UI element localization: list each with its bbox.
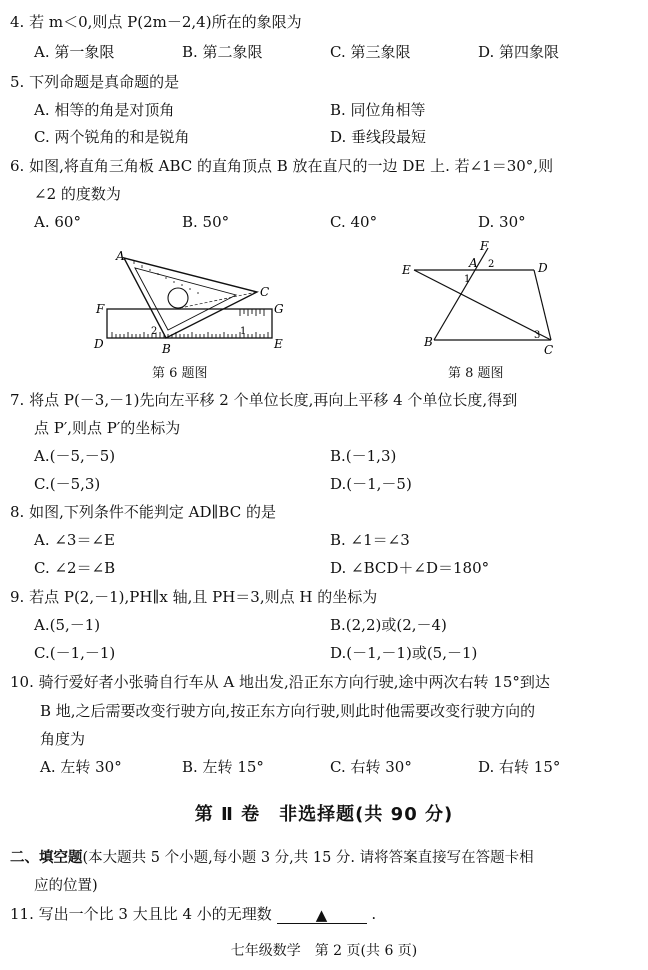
- q4-option-a: A. 第一象限: [34, 43, 115, 61]
- q4-option-b: B. 第二象限: [182, 43, 263, 61]
- q7-option-a: A.(－5,－5): [34, 447, 116, 465]
- triangle-ticks: [134, 261, 198, 294]
- q6-stem-line1: 6. 如图,将直角三角板 ABC 的直角顶点 B 放在直尺的一边 DE 上. 若∠1＝30°,则: [10, 157, 554, 175]
- fill-section-label: 二、填空题: [10, 850, 83, 866]
- fig6-label-b: B: [162, 342, 171, 356]
- fig6-angle-1: 1: [240, 326, 247, 337]
- q11-end: .: [371, 905, 377, 923]
- fill-section-header: [10, 848, 534, 868]
- q7-option-d: D.(－1,－5): [330, 475, 412, 493]
- q11-answer-blank[interactable]: [277, 905, 367, 924]
- fig6-label-e: E: [274, 337, 283, 351]
- q9-option-a: A.(5,－1): [34, 616, 101, 634]
- q6-option-a: A. 60°: [34, 213, 81, 231]
- fig8-angle-1: 1: [464, 274, 471, 285]
- fig8-label-f: F: [480, 239, 489, 253]
- q7-option-b: B.(－1,3): [330, 447, 397, 465]
- q8-stem: 8. 如图,下列条件不能判定 AD∥BC 的是: [10, 503, 276, 521]
- q10-stem-line3: 角度为: [40, 730, 86, 748]
- fig8-label-e: E: [402, 263, 411, 277]
- figure-8-trapezoid: [396, 238, 566, 356]
- q5-stem: 5. 下列命题是真命题的是: [10, 73, 180, 91]
- figure-6-ruler-triangle: [90, 246, 290, 358]
- triangle-hole: [168, 288, 188, 308]
- fig8-angle-3: 3: [534, 330, 541, 341]
- q10-stem-line2: B 地,之后需要改变行驶方向,按正东方向行驶,则此时他需要改变行驶方向的: [40, 702, 536, 720]
- q7-stem-line2: 点 P′,则点 P′的坐标为: [34, 419, 181, 437]
- fig6-label-c: C: [260, 285, 270, 299]
- q7-option-c: C.(－5,3): [34, 475, 101, 493]
- fig6-label-d: D: [94, 337, 104, 351]
- q8-option-a: A. ∠3＝∠E: [34, 531, 115, 549]
- q9-option-d: D.(－1,－1)或(5,－1): [330, 644, 478, 662]
- fig6-label-a: A: [116, 249, 125, 263]
- ruler-body: [107, 309, 272, 338]
- q4-stem: 4. 若 m＜0,则点 P(2m－2,4)所在的象限为: [10, 13, 302, 31]
- line-ec: [414, 270, 551, 340]
- figure-8-caption: 第 8 题图: [448, 366, 504, 381]
- q9-stem: 9. 若点 P(2,－1),PH∥x 轴,且 PH＝3,则点 H 的坐标为: [10, 588, 378, 606]
- q6-stem-line2: ∠2 的度数为: [34, 185, 121, 203]
- fig8-label-c: C: [544, 343, 554, 356]
- q10-stem-line1: 10. 骑行爱好者小张骑自行车从 A 地出发,沿正东方向行驶,途中两次右转 15°到达: [10, 673, 550, 691]
- q10-option-c: C. 右转 30°: [330, 758, 412, 776]
- q8-option-b: B. ∠1＝∠3: [330, 531, 410, 549]
- q5-option-c: C. 两个锐角的和是锐角: [34, 128, 190, 146]
- q11: [10, 904, 376, 924]
- q8-option-c: C. ∠2＝∠B: [34, 559, 116, 577]
- q6-option-d: D. 30°: [478, 213, 526, 231]
- q9-option-c: C.(－1,－1): [34, 644, 116, 662]
- page-footer: 七年级数学 第 2 页(共 6 页): [230, 943, 418, 959]
- fig6-label-f: F: [96, 302, 105, 316]
- q4-option-d: D. 第四象限: [478, 43, 560, 61]
- q10-option-b: B. 左转 15°: [182, 758, 264, 776]
- q8-option-d: D. ∠BCD＋∠D＝180°: [330, 559, 490, 577]
- q7-stem-line1: 7. 将点 P(－3,－1)先向左平移 2 个单位长度,再向上平移 4 个单位长度,得到: [10, 391, 518, 409]
- q6-option-c: C. 40°: [330, 213, 378, 231]
- fill-section-desc-line1: (本大题共 5 个小题,每小题 3 分,共 15 分. 请将答案直接写在答题卡相: [82, 850, 534, 866]
- fig6-angle-2: 2: [151, 326, 158, 337]
- fig6-label-g: G: [274, 302, 284, 316]
- q5-option-b: B. 同位角相等: [330, 101, 426, 119]
- section-2-title: 第 Ⅱ 卷 非选择题(共 90 分): [194, 804, 454, 825]
- q11-stem: 11. 写出一个比 3 大且比 4 小的无理数: [10, 905, 272, 923]
- q10-option-a: A. 左转 30°: [40, 758, 122, 776]
- fill-section-desc-line2: 应的位置): [34, 878, 98, 894]
- q11-blank-mark: ▲: [315, 906, 328, 924]
- fig8-angle-2: 2: [488, 259, 495, 270]
- ruler-top-dashed: [180, 292, 257, 308]
- fig8-label-a: A: [469, 256, 478, 270]
- figure-6-caption: 第 6 题图: [152, 366, 208, 381]
- q6-option-b: B. 50°: [182, 213, 230, 231]
- fig8-label-b: B: [424, 335, 433, 349]
- q9-option-b: B.(2,2)或(2,－4): [330, 616, 447, 634]
- q4-option-c: C. 第三象限: [330, 43, 411, 61]
- q10-option-d: D. 右转 15°: [478, 758, 561, 776]
- q5-option-d: D. 垂线段最短: [330, 128, 427, 146]
- q5-option-a: A. 相等的角是对顶角: [34, 101, 175, 119]
- fig8-label-d: D: [538, 261, 548, 275]
